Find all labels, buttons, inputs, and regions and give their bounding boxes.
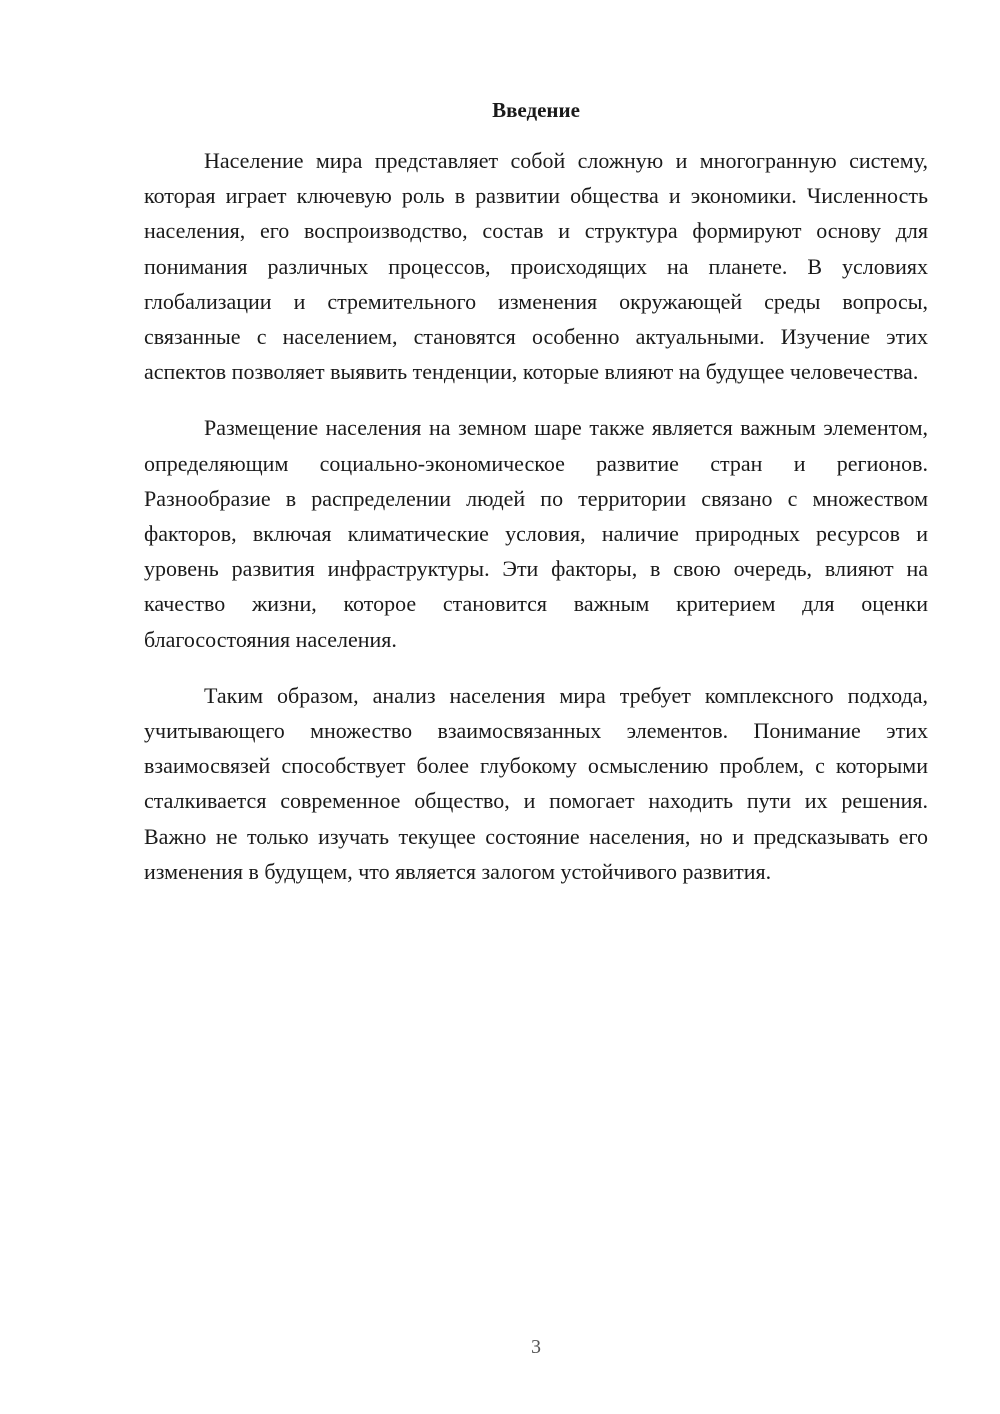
paragraph-3: Таким образом, анализ населения мира требует комплексного подхода, учитывающего множество взаимосвязанных элементов. Понимание этих взаимосвязей способствует более глубокому осмыслению проблем, с которыми сталкивается современное общество, и помогает находить пути их решения. Важно не только изучать текущее состояние населения, но и предсказывать его изменения в будущем, что является залогом устойчивого развития.	[144, 682, 928, 884]
paragraph-1: Население мира представляет собой сложную и многогранную систему, которая играет ключевую роль в развитии общества и экономики. Численность населения, его воспроизводство, состав и структура формируют основу для понимания различных процессов, происходящих на планете. В условиях глобализации и стремительного изменения окружающей среды вопросы, связанные с населением, становятся особенно актуальными. Изучение этих аспектов позволяет выявить тенденции, которые влияют на будущее человечества.	[144, 148, 928, 385]
document-body	[144, 143, 928, 910]
page-number: 3	[531, 1336, 541, 1358]
paragraph-2: Размещение населения на земном шаре также является важным элементом, определяющим социально-экономическое развитие стран и регионов. Разнообразие в распределении людей по территории связано с множеством факторов, включая климатические условия, наличие природных ресурсов и уровень развития инфраструктуры. Эти факторы, в свою очередь, влияют на качество жизни, которое становится важным критерием для оценки благосостояния населения.	[144, 415, 928, 652]
section-heading: Введение	[492, 98, 580, 122]
